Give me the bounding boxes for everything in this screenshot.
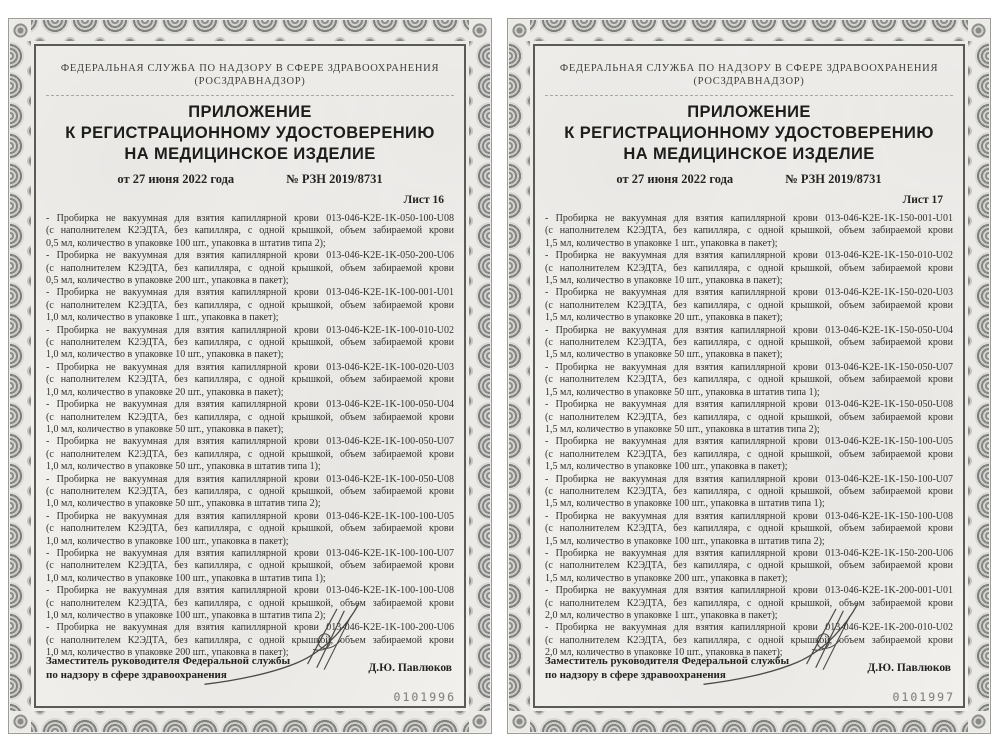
device-entry-line: - Пробирка не вакуумная для взятия капиллярной крови 013-046-K2E-1K-200-001-U01 (545, 585, 953, 597)
device-entry-line: - Пробирка не вакуумная для взятия капиллярной крови 013-046-K2E-1K-150-050-U07 (545, 361, 953, 373)
device-entry (46, 213, 454, 250)
agency-name: ФЕДЕРАЛЬНАЯ СЛУЖБА ПО НАДЗОРУ В СФЕРЕ ЗДРАВООХРАНЕНИЯ (559, 63, 939, 74)
device-entry-line: 1,5 мл, количество в упаковке 50 шт., упаковка в пакет); (545, 349, 783, 361)
device-entry-line: 1,5 мл, количество в упаковке 1 шт., упаковка в пакет); (545, 237, 778, 249)
title-line-2: К РЕГИСТРАЦИОННОМУ УДОСТОВЕРЕНИЮ (564, 124, 934, 142)
device-entry-line: 1,5 мл, количество в упаковке 100 шт., упаковка в штатив типа 1); (545, 498, 825, 510)
device-entry-line: 1,0 мл, количество в упаковке 1 шт., упаковка в пакет); (46, 312, 279, 324)
device-entry (46, 325, 454, 362)
device-entry-line: (с наполнителем К2ЭДТА, без капилляра, с одной крышкой, объем забираемой крови (46, 523, 454, 535)
form-serial-number: 0101996 (393, 690, 456, 704)
sheet-number: Лист 16 (403, 194, 444, 206)
device-entry (545, 399, 953, 436)
ornamental-border-top (509, 20, 989, 41)
device-entry-line: 1,0 мл, количество в упаковке 50 шт., упаковка в штатив типа 1); (46, 461, 321, 473)
device-entry-line: 1,0 мл, количество в упаковке 50 шт., упаковка в пакет); (46, 423, 284, 435)
ornamental-border-right (968, 41, 989, 711)
ornamental-border-left (509, 41, 530, 711)
device-entry-line: (с наполнителем К2ЭДТА, без капилляра, с одной крышкой, объем забираемой крови (545, 299, 953, 311)
device-entry-line: - Пробирка не вакуумная для взятия капиллярной крови 013-046-K2E-1K-100-050-U08 (46, 473, 454, 485)
device-entry-line: - Пробирка не вакуумная для взятия капиллярной крови 013-046-K2E-1K-200-010-U02 (545, 622, 953, 634)
device-entry-line: (с наполнителем К2ЭДТА, без капилляра, с одной крышкой, объем забираемой крови (46, 634, 454, 646)
device-entry (545, 213, 953, 250)
device-entry-line: 1,0 мл, количество в упаковке 10 шт., упаковка в пакет); (46, 349, 284, 361)
device-entry-line: - Пробирка не вакуумная для взятия капиллярной крови 013-046-K2E-1K-100-200-U06 (46, 622, 454, 634)
ornamental-border-bottom (509, 711, 989, 732)
signer-name: Д.Ю. Павлюков (867, 662, 951, 674)
signer-position-line-1: Заместитель руководителя Федеральной службы (545, 655, 790, 667)
device-entry-line: - Пробирка не вакуумная для взятия капиллярной крови 013-046-K2E-1K-150-001-U01 (545, 213, 953, 224)
device-entry-line: 1,5 мл, количество в упаковке 50 шт., упаковка в штатив типа 2); (545, 423, 820, 435)
signature-block (545, 654, 953, 682)
device-entry (46, 548, 454, 585)
device-entry (545, 287, 953, 324)
device-entry-line: - Пробирка не вакуумная для взятия капиллярной крови 013-046-K2E-1K-100-001-U01 (46, 287, 454, 299)
device-entry (545, 362, 953, 399)
device-entry-line: - Пробирка не вакуумная для взятия капиллярной крови 013-046-K2E-1K-150-010-U02 (545, 250, 953, 262)
device-entry-line: (с наполнителем К2ЭДТА, без капилляра, с одной крышкой, объем забираемой крови (46, 299, 454, 311)
device-entry (46, 399, 454, 436)
device-entry-line: - Пробирка не вакуумная для взятия капиллярной крови 013-046-K2E-1K-150-050-U08 (545, 399, 953, 411)
form-serial-number: 0101997 (892, 690, 955, 704)
device-entry-line: 1,5 мл, количество в упаковке 100 шт., упаковка в пакет); (545, 461, 788, 473)
device-entry-line: 1,5 мл, количество в упаковке 10 шт., упаковка в пакет); (545, 275, 783, 287)
device-entry-line: (с наполнителем К2ЭДТА, без капилляра, с одной крышкой, объем забираемой крови (545, 262, 953, 274)
device-entry (545, 511, 953, 548)
device-entry (545, 436, 953, 473)
device-entry-line: (с наполнителем К2ЭДТА, без капилляра, с одной крышкой, объем забираемой крови (545, 485, 953, 497)
device-entry-line: 1,0 мл, количество в упаковке 100 шт., упаковка в штатив типа 1); (46, 572, 326, 584)
device-entry-line: (с наполнителем К2ЭДТА, без капилляра, с одной крышкой, объем забираемой крови (545, 597, 953, 609)
separator-line (46, 95, 454, 96)
device-entry (545, 325, 953, 362)
device-entry-line: (с наполнителем К2ЭДТА, без капилляра, с одной крышкой, объем забираемой крови (545, 337, 953, 349)
device-entry-line: - Пробирка не вакуумная для взятия капиллярной крови 013-046-K2E-1K-150-100-U08 (545, 510, 953, 522)
device-entry-line: - Пробирка не вакуумная для взятия капиллярной крови 013-046-K2E-1K-100-020-U03 (46, 361, 454, 373)
device-entry (46, 511, 454, 548)
agency-short-name: (РОСЗДРАВНАДЗОР) (194, 76, 306, 87)
device-entry-line: 1,0 мл, количество в упаковке 20 шт., упаковка в пакет); (46, 386, 284, 398)
device-entry-line: - Пробирка не вакуумная для взятия капиллярной крови 013-046-K2E-1K-100-100-U07 (46, 547, 454, 559)
device-entry-line: - Пробирка не вакуумная для взятия капиллярной крови 013-046-K2E-1K-100-050-U07 (46, 436, 454, 448)
device-entry-line: - Пробирка не вакуумная для взятия капиллярной крови 013-046-K2E-1K-100-100-U05 (46, 510, 454, 522)
separator-line (545, 95, 953, 96)
device-entry (545, 474, 953, 511)
device-entry-line: 1,5 мл, количество в упаковке 20 шт., упаковка в пакет); (545, 312, 783, 324)
ornamental-corner (469, 711, 490, 732)
sheet-number: Лист 17 (902, 194, 943, 206)
title-line-3: НА МЕДИЦИНСКОЕ ИЗДЕЛИЕ (124, 145, 376, 163)
page-inner-frame (533, 44, 965, 708)
device-entry-line: 1,5 мл, количество в упаковке 50 шт., упаковка в штатив типа 1); (545, 386, 820, 398)
device-entry-line: 1,5 мл, количество в упаковке 100 шт., упаковка в штатив типа 2); (545, 535, 825, 547)
device-entry-line: 1,5 мл, количество в упаковке 200 шт., упаковка в пакет); (545, 572, 788, 584)
device-entry-line: (с наполнителем К2ЭДТА, без капилляра, с одной крышкой, объем забираемой крови (545, 374, 953, 386)
device-entry (545, 250, 953, 287)
device-entry-line: 0,5 мл, количество в упаковке 200 шт., упаковка в пакет); (46, 275, 289, 287)
ornamental-corner (968, 711, 989, 732)
device-entry-line: - Пробирка не вакуумная для взятия капиллярной крови 013-046-K2E-1K-100-100-U08 (46, 585, 454, 597)
title-line-2: К РЕГИСТРАЦИОННОМУ УДОСТОВЕРЕНИЮ (65, 124, 435, 142)
issue-date: от 27 июня 2022 года (117, 172, 235, 186)
ornamental-border-bottom (10, 711, 490, 732)
certificate-page (8, 18, 492, 734)
agency-short-name: (РОСЗДРАВНАДЗОР) (693, 76, 805, 87)
registration-number: № РЗН 2019/8731 (785, 172, 882, 186)
device-entry-line: (с наполнителем К2ЭДТА, без капилляра, с одной крышкой, объем забираемой крови (46, 374, 454, 386)
agency-name: ФЕДЕРАЛЬНАЯ СЛУЖБА ПО НАДЗОРУ В СФЕРЕ ЗДРАВООХРАНЕНИЯ (60, 63, 440, 74)
device-entry-line: (с наполнителем К2ЭДТА, без капилляра, с одной крышкой, объем забираемой крови (545, 225, 953, 237)
device-entry-line: (с наполнителем К2ЭДТА, без капилляра, с одной крышкой, объем забираемой крови (46, 225, 454, 237)
device-entry-line: (с наполнителем К2ЭДТА, без капилляра, с одной крышкой, объем забираемой крови (46, 262, 454, 274)
device-entry-line: (с наполнителем К2ЭДТА, без капилляра, с одной крышкой, объем забираемой крови (46, 411, 454, 423)
meta-row (44, 172, 456, 187)
ornamental-border-left (10, 41, 31, 711)
device-entry (545, 585, 953, 622)
certificate-page (507, 18, 991, 734)
device-entry-line: - Пробирка не вакуумная для взятия капиллярной крови 013-046-K2E-1K-050-100-U08 (46, 213, 454, 224)
device-entry-line: 1,0 мл, количество в упаковке 50 шт., упаковка в штатив типа 2); (46, 498, 321, 510)
device-entry-line: 2,0 мл, количество в упаковке 10 шт., упаковка в пакет); (545, 647, 783, 659)
device-entry-line: (с наполнителем К2ЭДТА, без капилляра, с одной крышкой, объем забираемой крови (46, 560, 454, 572)
device-entry-line: 0,5 мл, количество в упаковке 100 шт., упаковка в штатив типа 2); (46, 237, 326, 249)
device-entry-line: 2,0 мл, количество в упаковке 1 шт., упаковка в пакет); (545, 610, 778, 621)
device-entry-line: - Пробирка не вакуумная для взятия капиллярной крови 013-046-K2E-1K-150-050-U04 (545, 324, 953, 336)
ornamental-corner (509, 711, 530, 732)
device-entry-line: - Пробирка не вакуумная для взятия капиллярной крови 013-046-K2E-1K-050-200-U06 (46, 250, 454, 262)
device-entry-line: (с наполнителем К2ЭДТА, без капилляра, с одной крышкой, объем забираемой крови (46, 448, 454, 460)
ornamental-border-top (10, 20, 490, 41)
device-entry-line: (с наполнителем К2ЭДТА, без капилляра, с одной крышкой, объем забираемой крови (545, 411, 953, 423)
device-entry (46, 436, 454, 473)
issue-date: от 27 июня 2022 года (616, 172, 734, 186)
document-title (44, 102, 456, 165)
ornamental-corner (968, 20, 989, 41)
device-entry (46, 362, 454, 399)
entries-list (543, 213, 955, 660)
signer-position-line-2: по надзору в сфере здравоохранения (545, 669, 726, 681)
device-entry (46, 250, 454, 287)
device-entry-line: 1,0 мл, количество в упаковке 200 шт., упаковка в пакет); (46, 647, 289, 659)
signer-position-line-1: Заместитель руководителя Федеральной службы (46, 655, 291, 667)
title-line-1: ПРИЛОЖЕНИЕ (687, 103, 811, 121)
ornamental-corner (10, 711, 31, 732)
device-entry-line: (с наполнителем К2ЭДТА, без капилляра, с одной крышкой, объем забираемой крови (46, 597, 454, 609)
signature-block (46, 654, 454, 682)
entries-list (44, 213, 456, 660)
device-entry (46, 474, 454, 511)
signer-position-line-2: по надзору в сфере здравоохранения (46, 669, 227, 681)
device-entry-line: (с наполнителем К2ЭДТА, без капилляра, с одной крышкой, объем забираемой крови (545, 560, 953, 572)
device-entry-line: - Пробирка не вакуумная для взятия капиллярной крови 013-046-K2E-1K-150-200-U06 (545, 547, 953, 559)
device-entry-line: - Пробирка не вакуумная для взятия капиллярной крови 013-046-K2E-1K-150-020-U03 (545, 287, 953, 299)
ornamental-corner (469, 20, 490, 41)
device-entry-line: (с наполнителем К2ЭДТА, без капилляра, с одной крышкой, объем забираемой крови (545, 634, 953, 646)
title-line-1: ПРИЛОЖЕНИЕ (188, 103, 312, 121)
device-entry-line: (с наполнителем К2ЭДТА, без капилляра, с одной крышкой, объем забираемой крови (46, 337, 454, 349)
signer-position (545, 654, 789, 682)
ornamental-border-right (469, 41, 490, 711)
ornamental-corner (10, 20, 31, 41)
signer-position (46, 654, 290, 682)
device-entry-line: - Пробирка не вакуумная для взятия капиллярной крови 013-046-K2E-1K-150-100-U07 (545, 473, 953, 485)
device-entry-line: (с наполнителем К2ЭДТА, без капилляра, с одной крышкой, объем забираемой крови (545, 523, 953, 535)
device-entry-line: (с наполнителем К2ЭДТА, без капилляра, с одной крышкой, объем забираемой крови (545, 448, 953, 460)
document-title (543, 102, 955, 165)
device-entry-line: 1,0 мл, количество в упаковке 100 шт., упаковка в штатив типа 2); (46, 610, 326, 621)
ornamental-corner (509, 20, 530, 41)
device-entry-line: 1,0 мл, количество в упаковке 100 шт., упаковка в пакет); (46, 535, 289, 547)
device-entry (545, 548, 953, 585)
title-line-3: НА МЕДИЦИНСКОЕ ИЗДЕЛИЕ (623, 145, 875, 163)
meta-row (543, 172, 955, 187)
device-entry-line: (с наполнителем К2ЭДТА, без капилляра, с одной крышкой, объем забираемой крови (46, 485, 454, 497)
device-entry (46, 585, 454, 622)
page-inner-frame (34, 44, 466, 708)
signer-name: Д.Ю. Павлюков (368, 662, 452, 674)
device-entry-line: - Пробирка не вакуумная для взятия капиллярной крови 013-046-K2E-1K-100-010-U02 (46, 324, 454, 336)
device-entry-line: - Пробирка не вакуумная для взятия капиллярной крови 013-046-K2E-1K-150-100-U05 (545, 436, 953, 448)
device-entry (46, 287, 454, 324)
device-entry-line: - Пробирка не вакуумная для взятия капиллярной крови 013-046-K2E-1K-100-050-U04 (46, 399, 454, 411)
registration-number: № РЗН 2019/8731 (286, 172, 383, 186)
